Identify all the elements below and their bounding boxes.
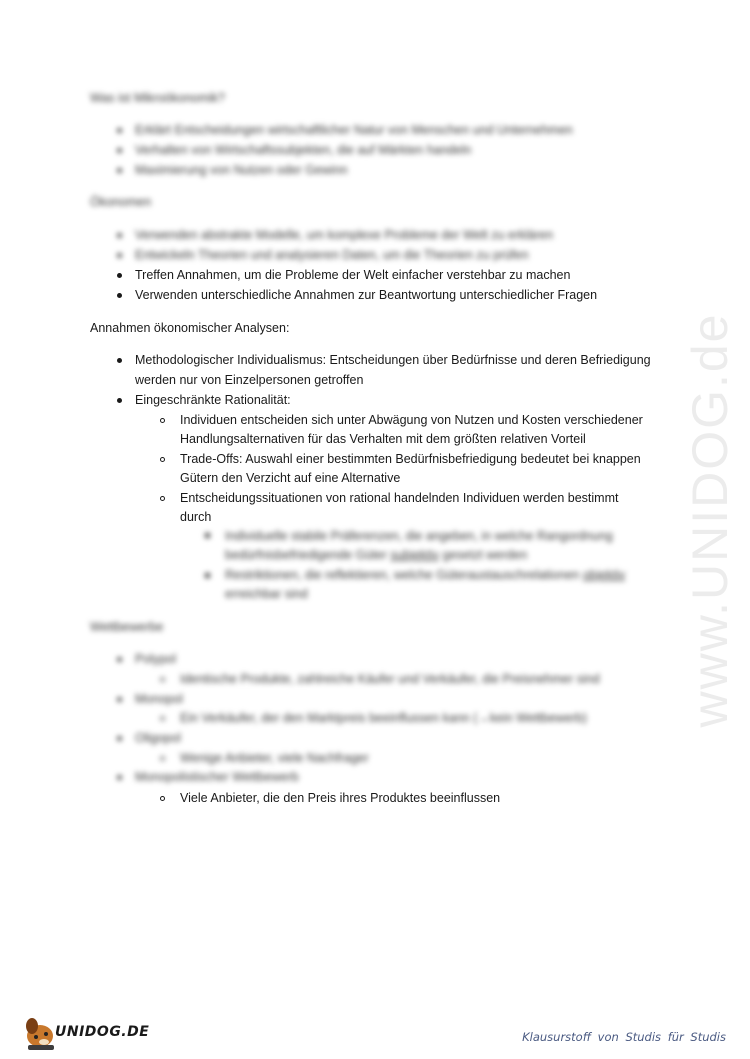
bullet <box>117 697 122 702</box>
bullet <box>117 657 122 662</box>
sub-bullet <box>160 418 165 423</box>
sub-bullet <box>160 756 165 761</box>
list-item: Erklärt Entscheidungen wirtschaftlicher Natur von Menschen und Unternehmen <box>135 123 573 137</box>
sub-sub-list-item-continuation: erreichbar sind <box>225 587 308 601</box>
list-item: Verhalten von Wirtschaftssubjekten, die auf Märkten handeln <box>135 143 472 157</box>
bullet <box>117 736 122 741</box>
sub-list-item-continuation: durch <box>180 510 212 524</box>
sub-list-item: Wenige Anbieter, viele Nachfrager <box>180 751 369 765</box>
sub-list-item: Ein Verkäufer, der den Marktpreis beeinflussen kann (→kein Wettbewerb) <box>180 711 587 725</box>
sub-sub-bullet <box>205 533 210 538</box>
bullet <box>117 168 122 173</box>
sub-list-item: Viele Anbieter, die den Preis ihres Produktes beeinflussen <box>180 791 501 805</box>
heading-wettbewerbe: Wettbewerbe <box>90 620 164 634</box>
bullet <box>117 358 122 363</box>
sub-bullet <box>160 457 165 462</box>
sub-bullet <box>160 677 165 682</box>
logo-wordmark: UNIDOG.DE <box>55 1024 150 1040</box>
bullet <box>117 148 122 153</box>
list-item: Eingeschränkte Rationalität: <box>135 393 291 407</box>
bullet <box>117 775 122 780</box>
list-item: Methodologischer Individualismus: Entscheidungen über Bedürfnisse und deren Befriedigung <box>135 353 651 367</box>
bullet <box>117 128 122 133</box>
watermark-text: www.UNIDOG.de <box>682 312 738 728</box>
sub-list-item-continuation: Gütern den Verzicht auf eine Alternative <box>180 471 401 485</box>
list-item-continuation: werden nur von Einzelpersonen getroffen <box>135 373 364 387</box>
sub-bullet <box>160 496 165 501</box>
bullet <box>117 253 122 258</box>
bullet <box>117 398 122 403</box>
list-item: Oligopol <box>135 731 181 745</box>
heading-mikrooekonomik: Was ist Mikroökonomik? <box>90 91 225 105</box>
list-item: Polypol <box>135 652 176 666</box>
bullet <box>117 273 122 278</box>
list-item: Treffen Annahmen, um die Probleme der Welt einfacher verstehbar zu machen <box>135 268 571 282</box>
sub-list-item: Identische Produkte, zahlreiche Käufer und Verkäufer, die Preisnehmer sind <box>180 672 600 686</box>
sub-bullet <box>160 716 165 721</box>
bullet <box>117 293 122 298</box>
bullet <box>117 233 122 238</box>
sub-list-item: Trade-Offs: Auswahl einer bestimmten Bedürfnisbefriedigung bedeutet bei knappen <box>180 452 641 466</box>
sub-sub-list-item: Individuelle stabile Präferenzen, die angeben, in welche Rangordnung <box>225 529 613 543</box>
list-item: Monopolistischer Wettbewerb <box>135 770 299 784</box>
list-item: Monopol <box>135 692 183 706</box>
sub-list-item-continuation: Handlungsalternativen für das Verhalten mit dem größten relativen Vorteil <box>180 432 586 446</box>
sub-list-item: Entscheidungssituationen von rational handelnden Individuen werden bestimmt <box>180 491 619 505</box>
sub-list-item: Individuen entscheiden sich unter Abwägung von Nutzen und Kosten verschiedener <box>180 413 643 427</box>
list-item: Verwenden unterschiedliche Annahmen zur Beantwortung unterschiedlicher Fragen <box>135 288 598 302</box>
heading-oekonomen: Ökonomen <box>90 195 152 209</box>
footer-slogan: Klausurstoff von Studis für Studis <box>522 1030 726 1044</box>
sub-sub-list-item-continuation: bedürfnisbefriedigende Güter subjektiv gesetzt werden <box>225 548 528 562</box>
list-item: Verwenden abstrakte Modelle, um komplexe Probleme der Welt zu erklären <box>135 228 554 242</box>
list-item: Entwickeln Theorien und analysieren Daten, um die Theorien zu prüfen <box>135 248 529 262</box>
sub-sub-bullet <box>205 573 210 578</box>
sub-bullet <box>160 796 165 801</box>
list-item: Maximierung von Nutzen oder Gewinn <box>135 163 348 177</box>
sub-sub-list-item: Restriktionen, die reflektieren, welche Güteraustauschrelationen objektiv <box>225 568 626 582</box>
heading-annahmen: Annahmen ökonomischer Analysen: <box>90 321 290 335</box>
